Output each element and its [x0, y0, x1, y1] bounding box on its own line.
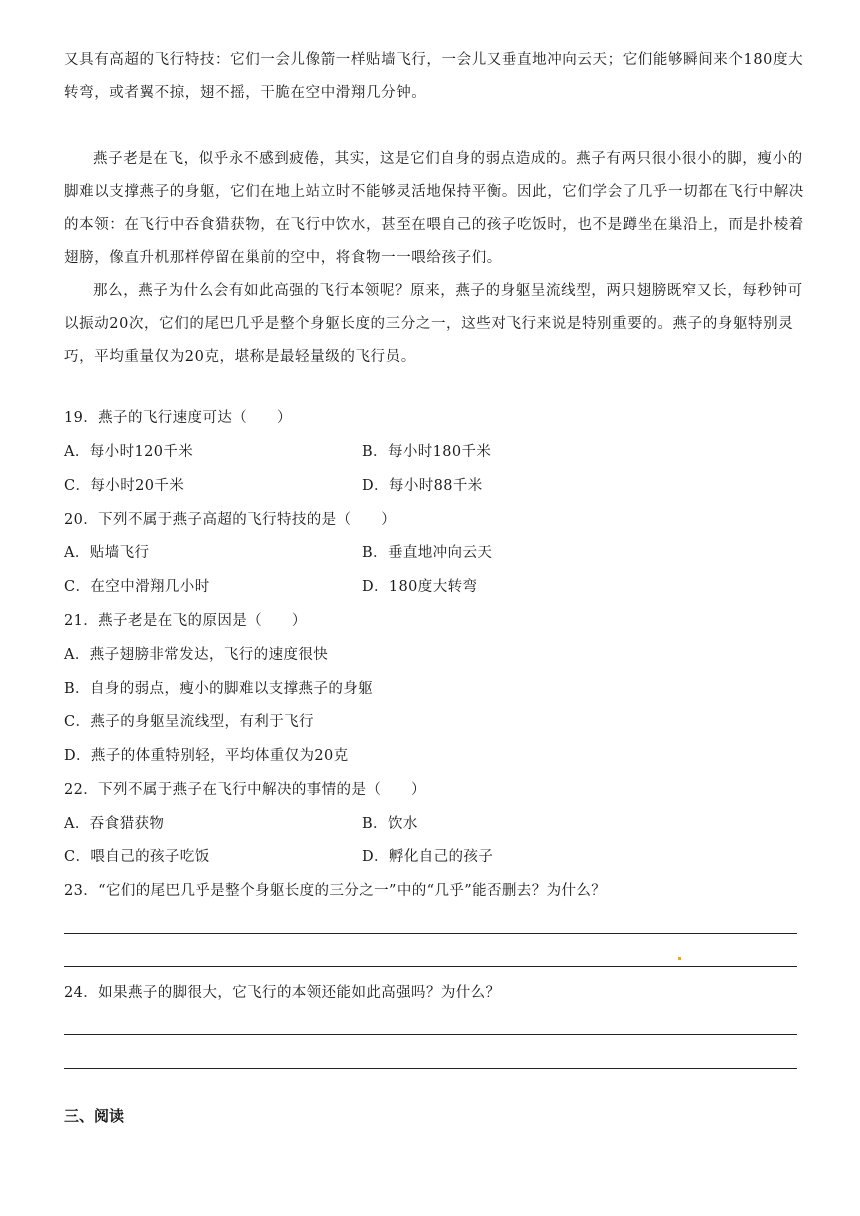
question-19-option-b[interactable]: B．每小时180千米	[362, 444, 492, 460]
question-21-option-c[interactable]: C．燕子的身躯呈流线型，有利于飞行	[64, 714, 314, 730]
question-23-answer-line-2[interactable]	[64, 966, 797, 967]
question-21-option-d[interactable]: D．燕子的体重特别轻，平均体重仅为20克	[64, 748, 349, 764]
question-24-answer-line-1[interactable]	[64, 1034, 797, 1035]
question-22-option-d[interactable]: D．孵化自己的孩子	[362, 849, 494, 865]
question-22-option-b[interactable]: B．饮水	[362, 816, 418, 832]
question-24-answer-line-2[interactable]	[64, 1068, 797, 1069]
question-21-option-b[interactable]: B．自身的弱点，瘦小的脚难以支撑燕子的身躯	[64, 681, 374, 697]
question-22-option-c[interactable]: C．喂自己的孩子吃饭	[64, 849, 210, 865]
question-20-stem: 20．下列不属于燕子高超的飞行特技的是（ ）	[64, 512, 397, 528]
question-19-option-a[interactable]: A．每小时120千米	[64, 444, 194, 460]
question-20-option-d[interactable]: D．180度大转弯	[362, 579, 478, 595]
question-21-option-a[interactable]: A．燕子翅膀非常发达，飞行的速度很快	[64, 647, 329, 663]
stray-dot-mark	[678, 957, 681, 960]
question-20-option-b[interactable]: B．垂直地冲向云天	[362, 545, 493, 561]
section-heading: 三、阅读	[64, 1107, 125, 1125]
question-23-stem: 23．“它们的尾巴几乎是整个身躯长度的三分之一”中的“几乎”能否删去？为什么？	[64, 883, 607, 899]
question-24-stem: 24．如果燕子的脚很大，它飞行的本领还能如此高强吗？为什么？	[64, 985, 501, 1001]
question-20-option-a[interactable]: A．贴墙飞行	[64, 545, 150, 561]
question-22-option-a[interactable]: A．吞食猎获物	[64, 816, 165, 832]
question-21-stem: 21．燕子老是在飞的原因是（ ）	[64, 613, 307, 629]
question-19-option-d[interactable]: D．每小时88千米	[362, 478, 483, 494]
question-19-stem: 19．燕子的飞行速度可达（ ）	[64, 410, 292, 426]
passage-paragraph-3: 那么，燕子为什么会有如此高强的飞行本领呢？原来，燕子的身躯呈流线型，两只翅膀既窄又长，每秒钟可以振动20次，它们的尾巴几乎是整个身躯长度的三分之一，这些对飞行来说是特别重要的。燕子的身躯特别灵巧，平均重量仅为20克，堪称是最轻量级的飞行员。	[64, 283, 803, 365]
question-20-option-c[interactable]: C．在空中滑翔几小时	[64, 579, 210, 595]
passage-paragraph-1: 又具有高超的飞行特技：它们一会儿像箭一样贴墙飞行，一会儿又垂直地冲向云天；它们能够瞬间来个180度大转弯，或者翼不掠，翅不摇，干脆在空中滑翔几分钟。	[64, 52, 804, 101]
question-22-stem: 22．下列不属于燕子在飞行中解决的事情的是（ ）	[64, 782, 426, 798]
question-23-answer-line-1[interactable]	[64, 933, 797, 934]
passage-paragraph-2: 燕子老是在飞，似乎永不感到疲倦，其实，这是它们自身的弱点造成的。燕子有两只很小很小的脚，瘦小的脚难以支撑燕子的身躯，它们在地上站立时不能够灵活地保持平衡。因此，它们学会了几乎一切都在飞行中解决的本领：在飞行中吞食猎获物，在飞行中饮水，甚至在喂自己的孩子吃饭时，也不是蹲坐在巢沿上，而是扑棱着翅膀，像直升机那样停留在巢前的空中，将食物一一喂给孩子们。	[64, 151, 804, 266]
question-19-option-c[interactable]: C．每小时20千米	[64, 478, 185, 494]
